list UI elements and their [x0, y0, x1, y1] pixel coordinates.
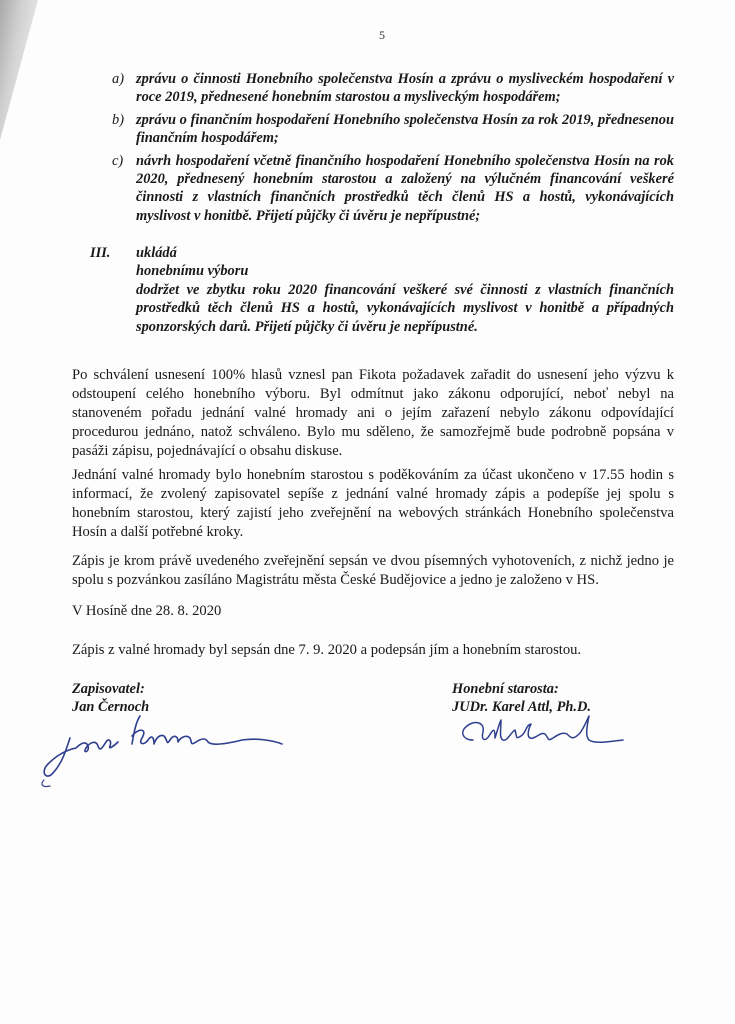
list-marker: b) [112, 111, 124, 128]
paragraph-fikota-request: Po schválení usnesení 100% hlasů vznesl pan Fikota požadavek zařadit do usnesení jeho výzvu k odstoupení celého honebního výboru. Byl odmítnut jako zákonu odporující, neboť nebyl na stanoveném pořadu jednání valné hromady ani o jejím zařazení nebylo zákonu odpovídající procedurou jednáno, natož schváleno. Bylo mu sděleno, že samozřejmě bude podrobně popsána v pasáži zápisu, pojednávající o obsahu diskuse. [72, 367, 674, 459]
recorder-role: Zapisovatel: [72, 681, 145, 697]
place-date: V Hosíně dne 28. 8. 2020 [72, 603, 222, 619]
section-addressee: honebnímu výboru [136, 263, 249, 280]
section-verb: ukládá [136, 245, 177, 261]
resolution-list [112, 70, 674, 229]
scan-shadow-edge [0, 0, 38, 140]
chairman-role: Honební starosta: [452, 681, 559, 697]
resolution-item-a [112, 70, 674, 107]
list-item-text: návrh hospodaření včetně finančního hospodaření Honebního společenstva Hosín na rok 2020, přednesený honebním starostou a založený na výlučném financování veškeré činnosti z vlastních finančních prostředků těch členů HS a hostů, vykonávajících myslivost v honitbě. Přijetí půjčky či úvěru je nepřípustné; [136, 152, 674, 224]
page-number: 5 [379, 28, 385, 42]
list-marker: a) [112, 71, 124, 87]
resolution-item-b [112, 111, 674, 148]
section-iii-body [136, 244, 674, 336]
paragraph-signing: Zápis z valné hromady byl sepsán dne 7. 9. 2020 a podepsán jím a honebním starostou. [72, 642, 582, 658]
chairman-handwritten-signature [455, 712, 625, 752]
recorder-handwritten-signature [36, 710, 286, 790]
recorder-name: Jan Černoch [72, 699, 150, 715]
paragraph-copies: Zápis je krom právě uvedeného zveřejnění sepsán ve dvou písemných vyhotoveních, z nichž jedno je spolu s pozvánkou zasíláno Magistrátu města České Budějovice a jedno je založeno v HS. [72, 553, 674, 588]
section-iii [90, 244, 674, 336]
paragraph-meeting-closure: Jednání valné hromady bylo honebním starostou s poděkováním za účast ukončeno v 17.55 hodin s informací, že zvolený zapisovatel sepíše z jednání valné hromady zápis a podepíše jej spolu s honebním starostou, který zajistí jeho zveřejnění na webových stránkách Honebního společenstva Hosín a další potřebné kroky. [72, 467, 674, 540]
list-item-text: zprávu o činnosti Honebního společenstva Hosín a zprávu o mysliveckém hospodaření v roce 2019, přednesené honebním starostou a mysliveckým hospodářem; [136, 71, 674, 106]
section-numeral: III. [90, 245, 111, 261]
chairman-name: JUDr. Karel Attl, Ph.D. [452, 699, 591, 715]
list-marker: c) [112, 152, 124, 169]
signature-block-chairman [452, 680, 591, 716]
list-item-text: zprávu o finančním hospodaření Honebního společenstva Hosín za rok 2019, přednesenou finančním hospodářem; [136, 111, 674, 147]
section-text: dodržet ve zbytku roku 2020 financování veškeré své činnosti z vlastních finančních prostředků těch členů HS a hostů, vykonávajících myslivost v honitbě a případných sponzorských darů. Přijetí půjčky či úvěru je nepřípustné. [136, 281, 674, 335]
resolution-item-c [112, 152, 674, 226]
